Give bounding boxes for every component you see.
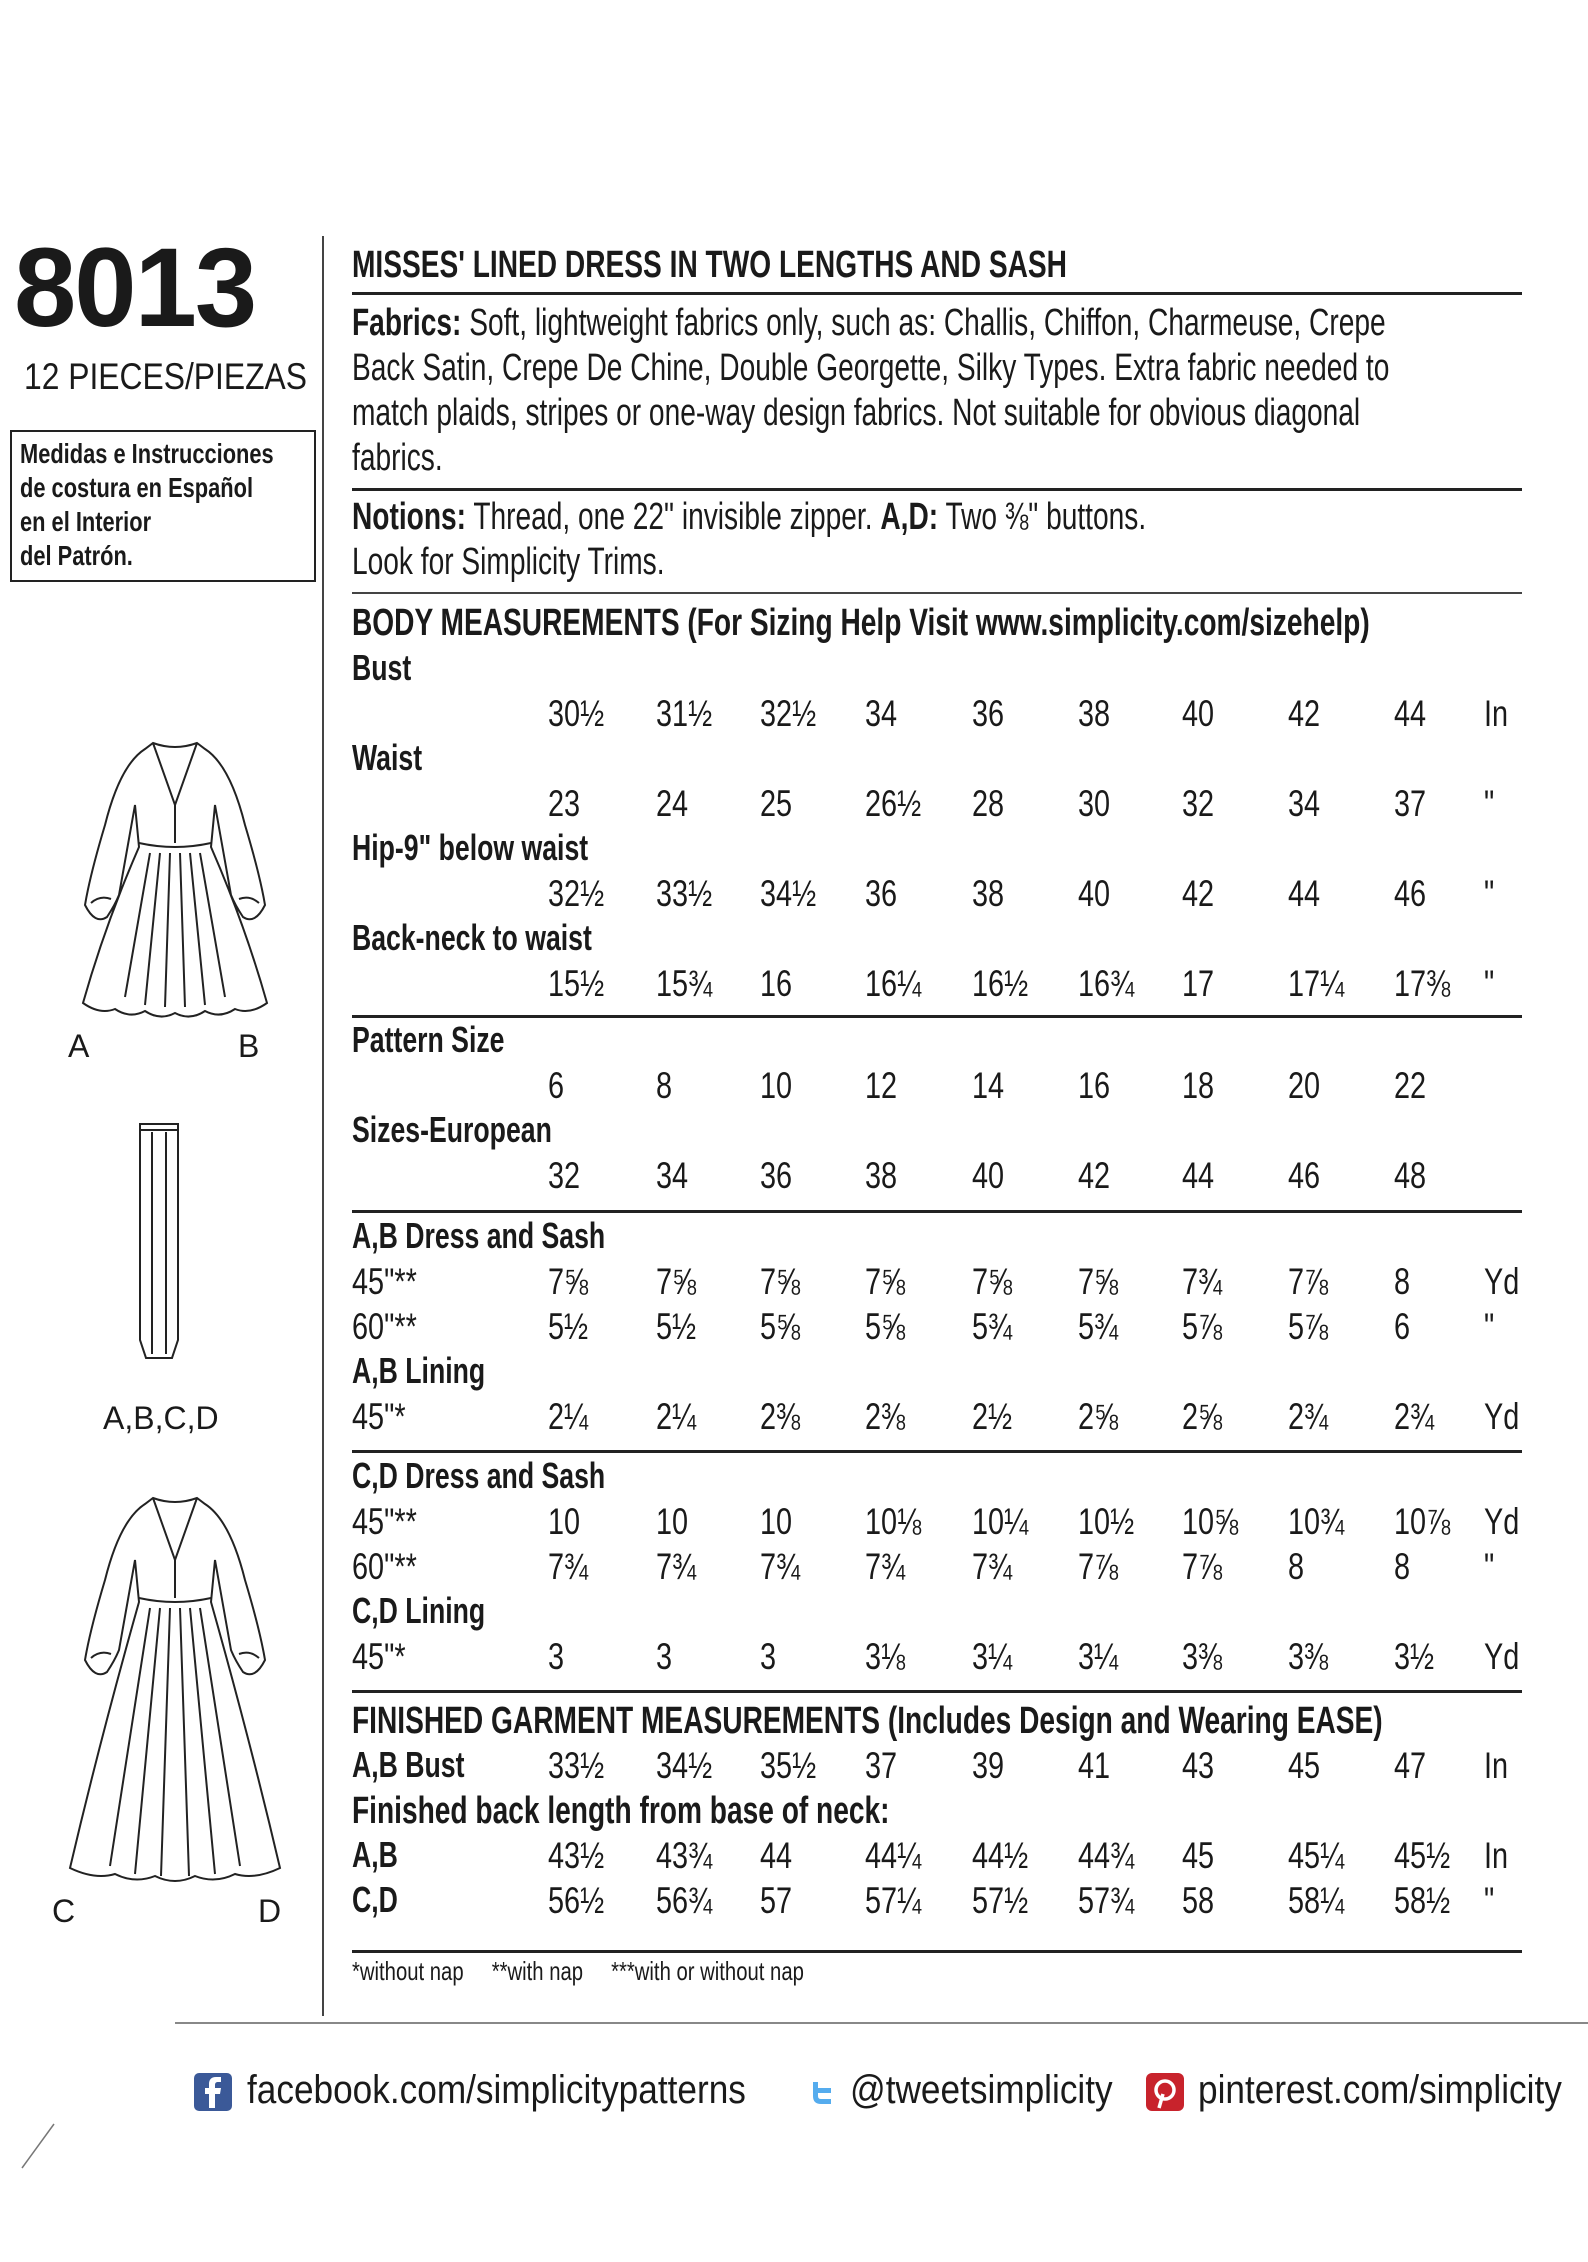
spanish-note-line: de costura en Español [20, 472, 254, 503]
footnote: ***with or without nap [611, 1956, 804, 1986]
table-cell: 35½ [760, 1745, 817, 1786]
spanish-note-line: Medidas e Instrucciones [20, 438, 274, 469]
table-cell: 2⅜ [760, 1396, 801, 1437]
fabrics-text: Soft, lightweight fabrics only, such as: Challis, Chiffon, Charmeuse, Crepe [461, 302, 1386, 344]
measurement-label: Waist [352, 737, 423, 778]
table-cell: 32 [1182, 783, 1215, 824]
table-cell: 43¾ [656, 1835, 713, 1876]
table-cell: 3⅛ [865, 1636, 906, 1677]
pinterest-link[interactable]: pinterest.com/simplicity [1198, 2068, 1562, 2112]
unit-cell: Yd [1484, 1261, 1520, 1302]
fabrics-line-2: Back Satin, Crepe De Chine, Double Georgette, Silky Types. Extra fabric needed to [352, 347, 1390, 389]
table-cell: 40 [972, 1155, 1005, 1196]
table-cell: 3 [548, 1636, 565, 1677]
table-cell: 26½ [865, 783, 922, 824]
fabrics-line-1 [352, 304, 1386, 342]
table-cell: 48 [1394, 1155, 1427, 1196]
facebook-link[interactable]: facebook.com/simplicitypatterns [247, 2068, 746, 2112]
table-cell: 32½ [548, 873, 605, 914]
row-label: 45"** [352, 1261, 417, 1302]
spanish-note-line: del Patrón. [20, 540, 133, 571]
table-cell: 57 [760, 1880, 793, 1921]
table-cell: 43½ [548, 1835, 605, 1876]
table-cell: 10¾ [1288, 1501, 1345, 1542]
table-cell: 2⅜ [865, 1396, 906, 1437]
table-cell: 43 [1182, 1745, 1215, 1786]
unit-cell: In [1484, 1835, 1509, 1876]
unit-cell: Yd [1484, 1636, 1520, 1677]
table-cell: 7¾ [760, 1546, 801, 1587]
pinterest-icon[interactable] [1145, 2072, 1185, 2112]
twitter-link[interactable]: @tweetsimplicity [850, 2068, 1113, 2112]
cd-lining-label: C,D Lining [352, 1590, 486, 1631]
table-cell: 31½ [656, 693, 713, 734]
row-label: 60"** [352, 1546, 417, 1587]
table-cell: 5⅞ [1288, 1306, 1329, 1347]
unit-cell: " [1484, 783, 1495, 824]
table-cell: 17⅜ [1394, 963, 1451, 1004]
table-cell: 44 [1288, 873, 1321, 914]
table-cell: 20 [1288, 1065, 1321, 1106]
table-cell: 44 [760, 1835, 793, 1876]
table-cell: 3¼ [972, 1636, 1013, 1677]
divider [352, 1210, 1522, 1213]
table-cell: 10⅝ [1182, 1501, 1239, 1542]
table-cell: 46 [1394, 873, 1427, 914]
pattern-title: MISSES' LINED DRESS IN TWO LENGTHS AND SASH [352, 244, 1067, 286]
divider [352, 1950, 1522, 1953]
table-cell: 16½ [972, 963, 1029, 1004]
table-cell: 7⅝ [865, 1261, 906, 1302]
table-cell: 10⅛ [865, 1501, 922, 1542]
table-cell: 45 [1182, 1835, 1215, 1876]
table-cell: 10 [548, 1501, 581, 1542]
table-cell: 44 [1394, 693, 1427, 734]
table-cell: 38 [1078, 693, 1111, 734]
table-cell: 3½ [1394, 1636, 1435, 1677]
table-cell: 57¼ [865, 1880, 922, 1921]
table-cell: 7¾ [972, 1546, 1013, 1587]
footnote: *without nap [352, 1956, 464, 1986]
table-cell: 5⅝ [760, 1306, 801, 1347]
table-cell: 15½ [548, 963, 605, 1004]
ab-dress-label: A,B Dress and Sash [352, 1215, 606, 1256]
footer-divider [175, 2022, 1588, 2024]
table-cell: 8 [1394, 1546, 1411, 1587]
table-cell: 42 [1182, 873, 1215, 914]
pattern-number: 8013 [14, 225, 256, 350]
table-cell: 23 [548, 783, 581, 824]
table-cell: 10¼ [972, 1501, 1029, 1542]
table-cell: 10⅞ [1394, 1501, 1451, 1542]
table-cell: 36 [865, 873, 898, 914]
table-cell: 3⅜ [1182, 1636, 1223, 1677]
table-cell: 3 [656, 1636, 673, 1677]
fabrics-label: Fabrics: [352, 302, 462, 344]
table-cell: 56¾ [656, 1880, 713, 1921]
pattern-size-label: Pattern Size [352, 1019, 505, 1060]
table-cell: 57½ [972, 1880, 1029, 1921]
table-cell: 16 [1078, 1065, 1111, 1106]
unit-cell: Yd [1484, 1501, 1520, 1542]
table-cell: 40 [1078, 873, 1111, 914]
cd-dress-label: C,D Dress and Sash [352, 1455, 606, 1496]
table-cell: 10½ [1078, 1501, 1135, 1542]
table-cell: 7¾ [1182, 1261, 1223, 1302]
table-cell: 18 [1182, 1065, 1215, 1106]
table-cell: 37 [1394, 783, 1427, 824]
table-cell: 7⅝ [760, 1261, 801, 1302]
divider [352, 1015, 1522, 1018]
unit-cell: " [1484, 1546, 1495, 1587]
row-label: 60"** [352, 1306, 417, 1347]
view-label-a: A [68, 1028, 90, 1064]
divider [352, 292, 1522, 295]
table-cell: 22 [1394, 1065, 1427, 1106]
table-cell: 5½ [548, 1306, 589, 1347]
table-cell: 14 [972, 1065, 1005, 1106]
table-cell: 5⅝ [865, 1306, 906, 1347]
table-cell: 57¾ [1078, 1880, 1135, 1921]
table-cell: 7¾ [656, 1546, 697, 1587]
table-cell: 8 [656, 1065, 673, 1106]
table-cell: 25 [760, 783, 793, 824]
table-cell: 7⅝ [656, 1261, 697, 1302]
table-cell: 16¼ [865, 963, 922, 1004]
table-cell: 2¾ [1394, 1396, 1435, 1437]
table-cell: 40 [1182, 693, 1215, 734]
finished-ab-label: A,B [352, 1834, 398, 1875]
table-cell: 30½ [548, 693, 605, 734]
unit-cell: In [1484, 1745, 1509, 1786]
table-cell: 42 [1288, 693, 1321, 734]
footnote: **with nap [491, 1956, 584, 1986]
unit-cell: " [1484, 873, 1495, 914]
table-cell: 16¾ [1078, 963, 1135, 1004]
table-cell: 2½ [972, 1396, 1013, 1437]
table-cell: 56½ [548, 1880, 605, 1921]
table-cell: 47 [1394, 1745, 1427, 1786]
fabrics-line-4: fabrics. [352, 437, 443, 479]
table-cell: 7¾ [548, 1546, 589, 1587]
notions-label: Notions: [352, 496, 467, 538]
pieces-count: 12 PIECES/PIEZAS [24, 356, 307, 397]
table-cell: 2¼ [656, 1396, 697, 1437]
table-cell: 46 [1288, 1155, 1321, 1196]
unit-cell: In [1484, 693, 1509, 734]
body-measurements-heading: BODY MEASUREMENTS (For Sizing Help Visit www.simplicity.com/sizehelp) [352, 602, 1370, 644]
table-cell: 44¾ [1078, 1835, 1135, 1876]
unit-cell: " [1484, 963, 1495, 1004]
table-cell: 3¼ [1078, 1636, 1119, 1677]
row-label: 45"* [352, 1636, 406, 1677]
table-cell: 3⅜ [1288, 1636, 1329, 1677]
table-cell: 32 [548, 1155, 581, 1196]
table-cell: 44¼ [865, 1835, 922, 1876]
view-label-c: C [52, 1893, 76, 1929]
footnotes [352, 1958, 804, 1984]
table-cell: 5¾ [1078, 1306, 1119, 1347]
table-cell: 6 [1394, 1306, 1411, 1347]
view-label-d: D [258, 1893, 282, 1929]
table-cell: 2⅝ [1078, 1396, 1119, 1437]
table-cell: 7⅝ [548, 1261, 589, 1302]
corner-mark [20, 2120, 60, 2170]
measurement-label: Hip-9" below waist [352, 827, 589, 868]
table-cell: 7⅝ [972, 1261, 1013, 1302]
view-label-sash: A,B,C,D [103, 1400, 219, 1436]
facebook-icon[interactable] [193, 2072, 233, 2112]
table-cell: 17 [1182, 963, 1215, 1004]
table-cell: 38 [972, 873, 1005, 914]
table-cell: 34 [656, 1155, 689, 1196]
table-cell: 58¼ [1288, 1880, 1345, 1921]
ab-bust-label: A,B Bust [352, 1744, 465, 1785]
table-cell: 6 [548, 1065, 565, 1106]
table-cell: 33½ [656, 873, 713, 914]
table-cell: 36 [972, 693, 1005, 734]
divider [352, 1450, 1522, 1453]
table-cell: 38 [865, 1155, 898, 1196]
table-cell: 3 [760, 1636, 777, 1677]
table-cell: 33½ [548, 1745, 605, 1786]
table-cell: 42 [1078, 1155, 1111, 1196]
twitter-icon[interactable] [805, 2072, 845, 2112]
row-label: 45"** [352, 1501, 417, 1542]
table-cell: 30 [1078, 783, 1111, 824]
table-cell: 7¾ [865, 1546, 906, 1587]
table-cell: 41 [1078, 1745, 1111, 1786]
table-cell: 5½ [656, 1306, 697, 1347]
table-cell: 5¾ [972, 1306, 1013, 1347]
table-cell: 58 [1182, 1880, 1215, 1921]
table-cell: 37 [865, 1745, 898, 1786]
back-length-label: Finished back length from base of neck: [352, 1790, 890, 1832]
table-cell: 8 [1288, 1546, 1305, 1587]
table-cell: 7⅞ [1078, 1546, 1119, 1587]
table-cell: 7⅝ [1078, 1261, 1119, 1302]
table-cell: 12 [865, 1065, 898, 1106]
table-cell: 10 [760, 1501, 793, 1542]
divider [352, 488, 1522, 491]
table-cell: 2¾ [1288, 1396, 1329, 1437]
table-cell: 45¼ [1288, 1835, 1345, 1876]
notions-line-1: Notions: Thread, one 22" invisible zipper. A,D: Two ⅜" buttons. [352, 496, 1147, 538]
table-cell: 34½ [760, 873, 817, 914]
divider [352, 1690, 1522, 1693]
spanish-note-box [10, 430, 316, 582]
table-cell: 34 [1288, 783, 1321, 824]
sash-illustration [130, 1118, 190, 1363]
divider [352, 592, 1522, 594]
measurement-label: Back-neck to waist [352, 917, 592, 958]
notions-line-2: Look for Simplicity Trims. [352, 541, 665, 583]
unit-cell: Yd [1484, 1396, 1520, 1437]
dress-cd-illustration [55, 1490, 295, 1890]
finished-heading: FINISHED GARMENT MEASUREMENTS (Includes Design and Wearing EASE) [352, 1700, 1383, 1742]
table-cell: 58½ [1394, 1880, 1451, 1921]
column-divider [322, 236, 324, 2016]
table-cell: 17¼ [1288, 963, 1345, 1004]
fabrics-line-3: match plaids, stripes or one-way design fabrics. Not suitable for obvious diagonal [352, 392, 1361, 434]
row-label: 45"* [352, 1396, 406, 1437]
view-label-b: B [238, 1028, 260, 1064]
sizes-european-label: Sizes-European [352, 1109, 552, 1150]
table-cell: 15¾ [656, 963, 713, 1004]
table-cell: 45 [1288, 1745, 1321, 1786]
table-cell: 44½ [972, 1835, 1029, 1876]
table-cell: 16 [760, 963, 793, 1004]
dress-ab-illustration [55, 735, 295, 1025]
table-cell: 39 [972, 1745, 1005, 1786]
table-cell: 2¼ [548, 1396, 589, 1437]
finished-cd-label: C,D [352, 1879, 398, 1920]
table-cell: 10 [656, 1501, 689, 1542]
table-cell: 2⅝ [1182, 1396, 1223, 1437]
table-cell: 45½ [1394, 1835, 1451, 1876]
table-cell: 7⅞ [1182, 1546, 1223, 1587]
table-cell: 24 [656, 783, 689, 824]
table-cell: 8 [1394, 1261, 1411, 1302]
unit-cell: " [1484, 1880, 1495, 1921]
table-cell: 34 [865, 693, 898, 734]
table-cell: 32½ [760, 693, 817, 734]
ab-lining-label: A,B Lining [352, 1350, 486, 1391]
table-cell: 10 [760, 1065, 793, 1106]
table-cell: 5⅞ [1182, 1306, 1223, 1347]
spanish-note-line: en el Interior [20, 506, 152, 537]
table-cell: 7⅞ [1288, 1261, 1329, 1302]
measurement-label: Bust [352, 647, 412, 688]
unit-cell: " [1484, 1306, 1495, 1347]
table-cell: 28 [972, 783, 1005, 824]
table-cell: 44 [1182, 1155, 1215, 1196]
table-cell: 36 [760, 1155, 793, 1196]
table-cell: 34½ [656, 1745, 713, 1786]
